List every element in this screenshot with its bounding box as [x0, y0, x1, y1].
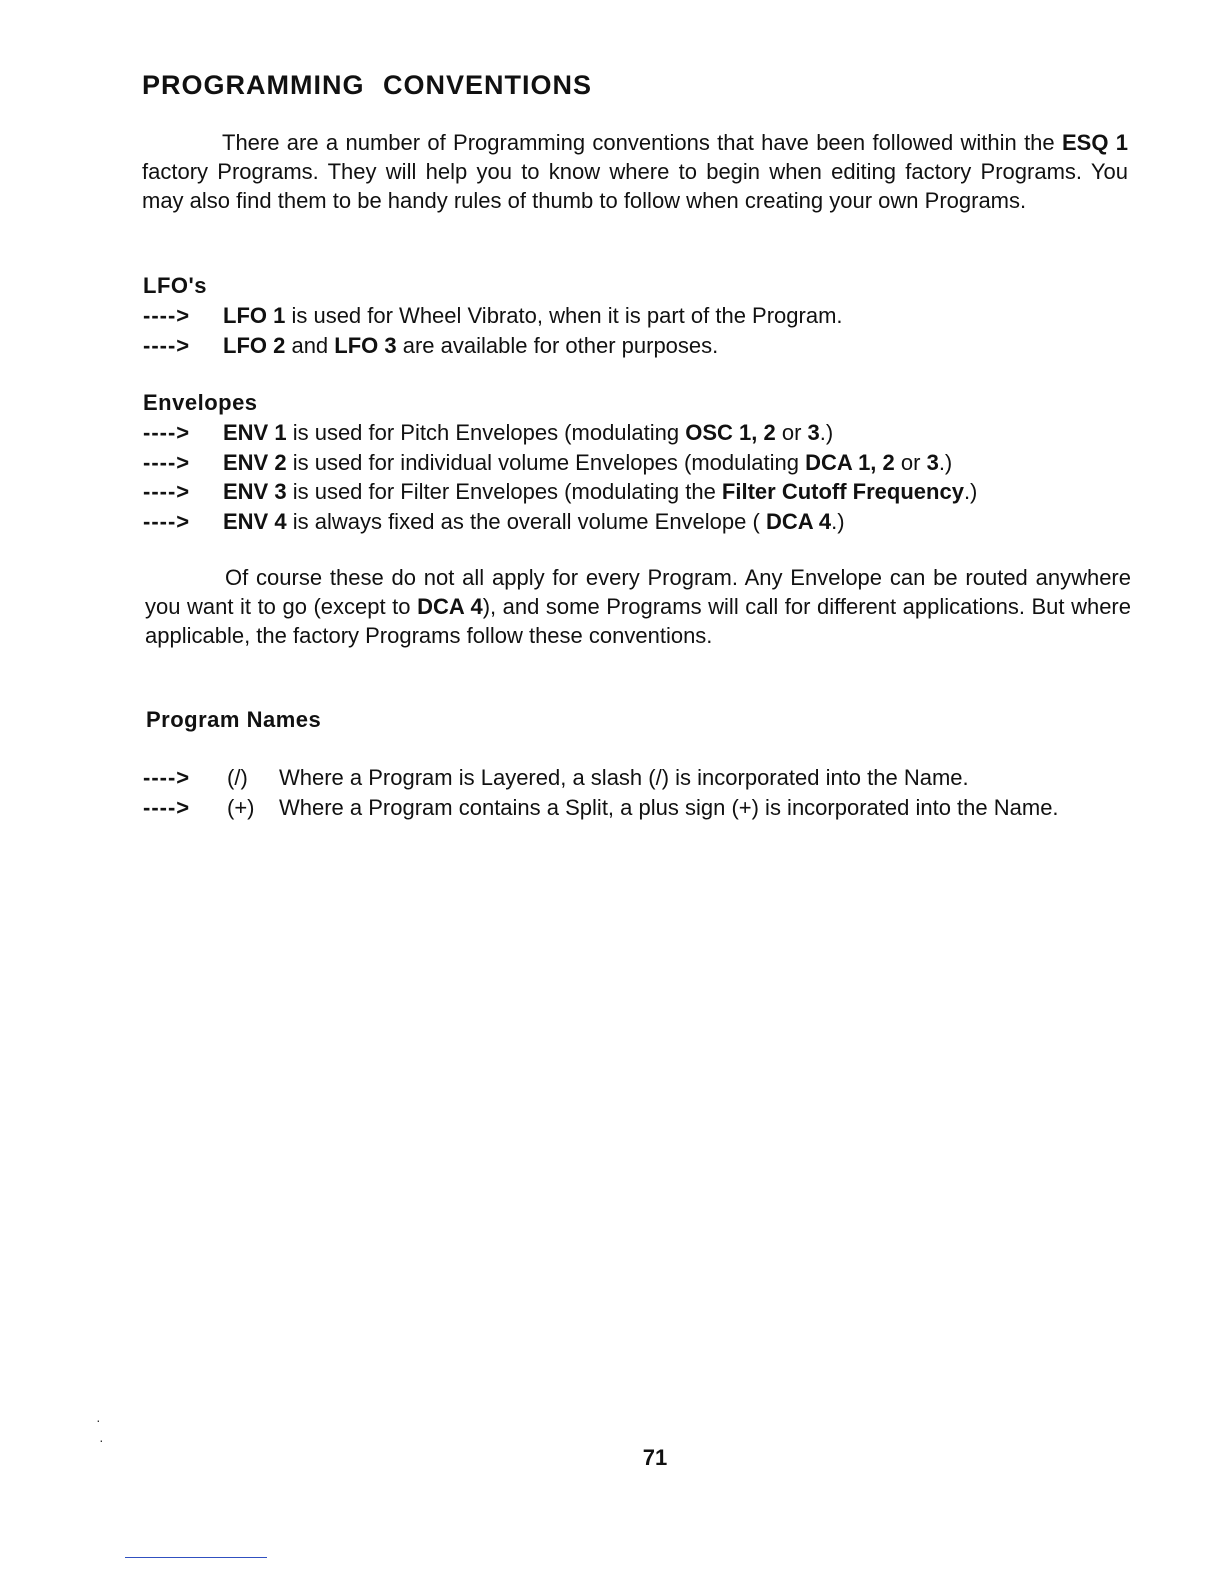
names-item-1: ----> (/) Where a Program is Layered, a slash (/) is incorporated into the Name. [143, 763, 1129, 793]
lfo-item-2: ----> LFO 2 and LFO 3 are available for other purposes. [143, 333, 719, 358]
slash-symbol: (/) [227, 765, 248, 790]
envelopes-heading: Envelopes [143, 390, 258, 415]
lfo-heading: LFO's [143, 273, 207, 298]
scan-speck: · [99, 1432, 104, 1448]
arrow-marker: ----> [143, 333, 191, 358]
outro-text-2: ), and some Programs will call for different applications. But where applicable, the factory Programs follow these conventions. [145, 594, 1131, 648]
arrow-marker: ----> [143, 509, 191, 534]
arrow-marker: ----> [143, 420, 191, 445]
env-item-1: ----> ENV 1 is used for Pitch Envelopes (modulating OSC 1, 2 or 3.) [143, 420, 834, 445]
arrow-marker: ----> [143, 450, 191, 475]
lfo-item-1: ----> LFO 1 is used for Wheel Vibrato, when it is part of the Program. [143, 303, 843, 328]
outro-text-1: Of course these do not all apply for every Program. Any Envelope can be routed anywhere you want it to go (except to [145, 565, 1131, 619]
env-item-3: ----> ENV 3 is used for Filter Envelopes (modulating the Filter Cutoff Frequency.) [143, 479, 978, 504]
intro-esq: ESQ 1 [1061, 130, 1129, 155]
arrow-marker: ----> [143, 795, 191, 820]
env-item-4: ----> ENV 4 is always fixed as the overall volume Envelope ( DCA 4.) [143, 509, 845, 534]
scan-speck: · [96, 1412, 101, 1428]
outro-paragraph [145, 563, 1131, 650]
arrow-marker: ----> [143, 765, 191, 790]
outro-dca: DCA 4 [417, 594, 483, 619]
footer-rule [125, 1557, 267, 1558]
intro-text-2: factory Programs. They will help you to know where to begin when editing factory Programs. You may also find them to be handy rules of thumb to follow when creating your own Programs. [142, 159, 1128, 213]
names-item-2: ----> (+) Where a Program contains a Split, a plus sign (+) is incorporated into the Name. [143, 793, 1129, 823]
arrow-marker: ----> [143, 479, 191, 504]
page-number: 71 [642, 1445, 668, 1470]
arrow-marker: ----> [143, 303, 191, 328]
page-title: PROGRAMMING CONVENTIONS [142, 70, 593, 100]
env-item-2: ----> ENV 2 is used for individual volume Envelopes (modulating DCA 1, 2 or 3.) [143, 450, 953, 475]
plus-symbol: (+) [227, 795, 255, 820]
intro-paragraph [142, 128, 1128, 215]
intro-text-1: There are a number of Programming conventions that have been followed within the [222, 130, 1062, 155]
program-names-heading: Program Names [146, 707, 322, 732]
